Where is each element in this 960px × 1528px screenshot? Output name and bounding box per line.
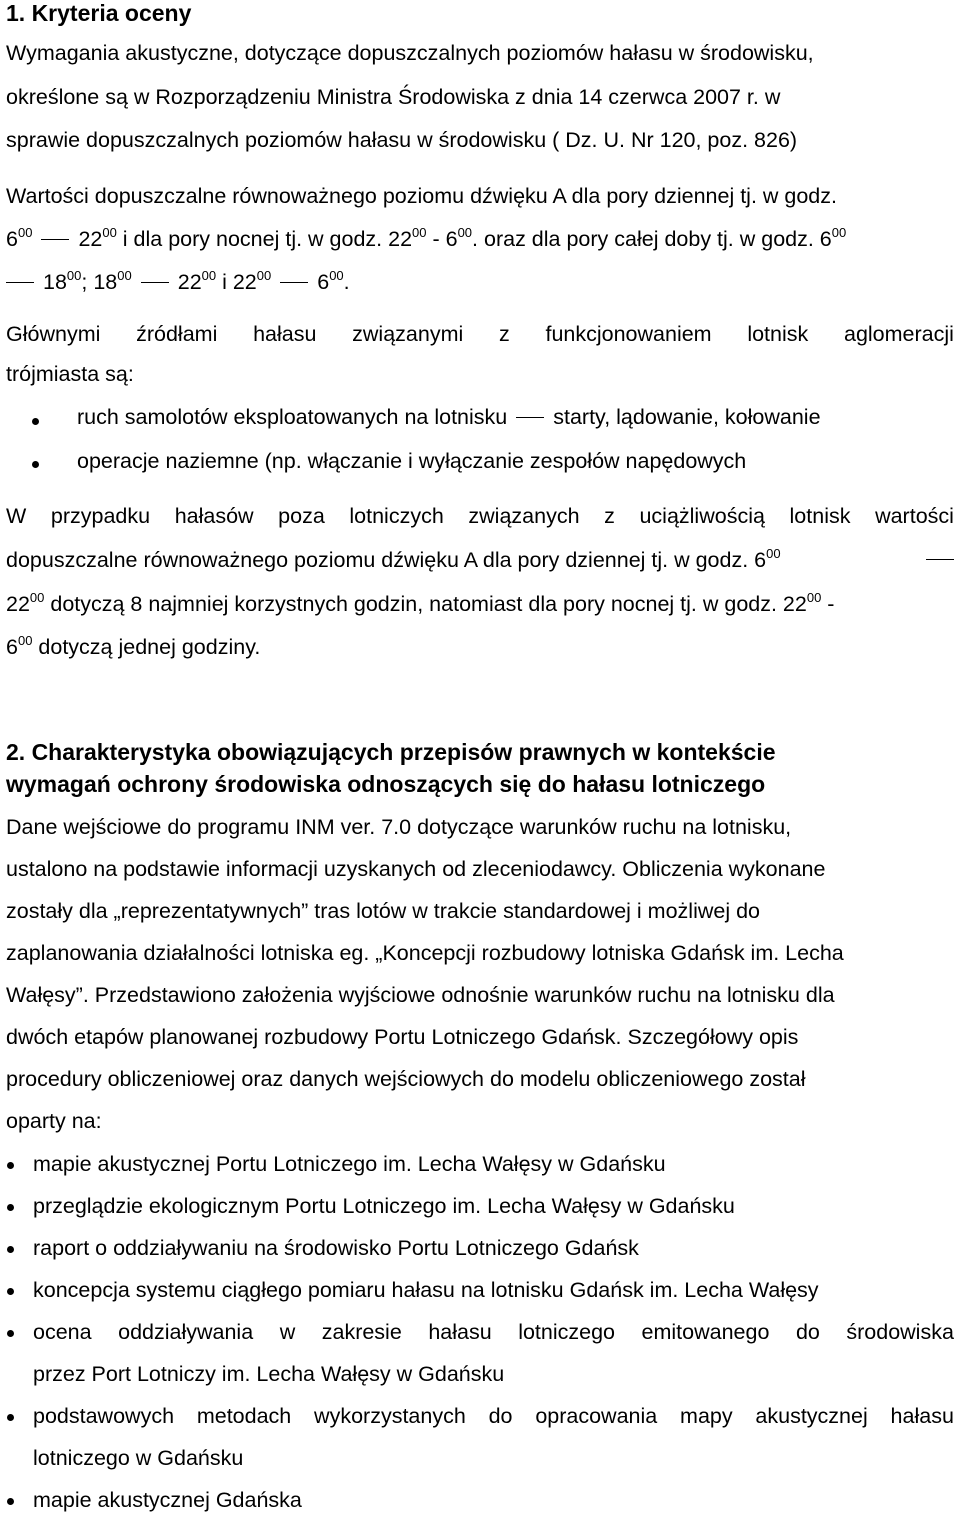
bullet-icon <box>7 1498 14 1505</box>
superscript: 00 <box>457 225 473 240</box>
paragraph-line: procedury obliczeniowej oraz danych wejściowych do modelu obliczeniowego został <box>6 1067 806 1091</box>
word: poza <box>278 504 325 528</box>
time-range-line <box>6 226 954 252</box>
word: emitowanego <box>641 1320 770 1344</box>
list-item-continued: przez Port Lotniczy im. Lecha Wałęsy w Gdańsku <box>33 1362 505 1386</box>
text-span: 6 <box>6 635 18 659</box>
text-span: 18 <box>43 270 67 294</box>
word: z <box>604 504 615 528</box>
superscript: 00 <box>831 225 847 240</box>
superscript: 00 <box>17 225 33 240</box>
text-span: i 22 <box>216 270 257 294</box>
superscript: 00 <box>412 225 427 240</box>
text-span: ; 18 <box>81 270 118 294</box>
bullet-icon <box>7 1204 14 1211</box>
paragraph-line: Dane wejściowe do programu INM ver. 7.0 dotyczące warunków ruchu na lotnisku, <box>6 815 792 839</box>
paragraph-line <box>6 321 954 347</box>
list-item: przeglądzie ekologicznym Portu Lotniczego im. Lecha Wałęsy w Gdańsku <box>33 1194 735 1218</box>
bullet-icon <box>32 418 39 425</box>
list-item: raport o oddziaływaniu na środowisko Portu Lotniczego Gdańsk <box>33 1236 639 1260</box>
word: z <box>499 322 510 346</box>
word: podstawowych <box>33 1404 175 1428</box>
superscript: 00 <box>102 225 117 240</box>
section-heading-1: 1. Kryteria oceny <box>6 0 192 26</box>
superscript: 00 <box>17 633 33 648</box>
superscript: 00 <box>201 268 217 283</box>
word: związanych <box>468 504 580 528</box>
list-item-line <box>33 1403 954 1429</box>
word: hałasu <box>253 322 317 346</box>
paragraph-line: Wałęsy”. Przedstawiono założenia wyjściowe odnośnie warunków ruchu na lotnisku dla <box>6 983 835 1007</box>
word: w <box>279 1320 296 1344</box>
text-span: 6 <box>6 227 18 251</box>
paragraph-line: trójmiasta są: <box>6 362 134 386</box>
list-item-continued: lotniczego w Gdańsku <box>33 1446 244 1470</box>
word: lotnisk <box>789 504 851 528</box>
paragraph-line <box>6 634 954 660</box>
paragraph-line: oparty na: <box>6 1109 102 1133</box>
list-item <box>33 1403 954 1429</box>
text-span: 22 <box>78 227 103 251</box>
superscript: 00 <box>806 590 822 605</box>
word: do <box>795 1320 820 1344</box>
list-item: mapie akustycznej Gdańska <box>33 1488 302 1512</box>
text-span: 22 <box>177 270 202 294</box>
word: przypadku <box>50 504 151 528</box>
word: lotnisk <box>747 322 809 346</box>
text-span: - <box>821 592 835 616</box>
paragraph-line: Wartości dopuszczalne równoważnego poziomu dźwięku A dla pory dziennej tj. w godz. <box>6 184 837 208</box>
word: źródłami <box>136 322 218 346</box>
dash <box>6 282 34 283</box>
bullet-icon <box>7 1246 14 1253</box>
dash <box>926 559 954 560</box>
word: oddziaływania <box>118 1320 254 1344</box>
section-heading-2: 2. Charakterystyka obowiązujących przepisów prawnych w kontekście <box>6 739 776 765</box>
list-item-text: starty, lądowanie, kołowanie <box>553 405 821 429</box>
word: zakresie <box>321 1320 402 1344</box>
text-line: Wymagania akustyczne, dotyczące dopuszczalnych poziomów hałasu w środowisku, <box>6 41 814 65</box>
text-span: dopuszczalne równoważnego poziomu dźwięku A dla pory dziennej tj. w godz. 6 <box>6 548 767 572</box>
bullet-icon <box>7 1330 14 1337</box>
dash <box>141 282 169 283</box>
word: lotniczych <box>349 504 444 528</box>
superscript: 00 <box>766 546 781 561</box>
list-item: operacje naziemne (np. włączanie i wyłączanie zespołów napędowych <box>77 449 747 473</box>
word: ocena <box>33 1320 92 1344</box>
word: środowiska <box>846 1320 954 1344</box>
word: opracowania <box>535 1404 658 1428</box>
word: hałasów <box>174 504 254 528</box>
text-span: . <box>343 270 350 294</box>
text-span: . oraz dla pory całej doby tj. w godz. 6 <box>472 227 832 251</box>
word: do <box>488 1404 513 1428</box>
bullet-icon <box>7 1288 14 1295</box>
word: metodach <box>196 1404 292 1428</box>
list-item: mapie akustycznej Portu Lotniczego im. Lecha Wałęsy w Gdańsku <box>33 1152 666 1176</box>
text-span: - 6 <box>426 227 458 251</box>
list-item-line <box>33 1319 954 1345</box>
word: wartości <box>875 504 954 528</box>
dash <box>516 417 544 418</box>
word: aglomeracji <box>843 322 954 346</box>
word: związanymi <box>352 322 464 346</box>
bullet-icon <box>32 461 39 468</box>
paragraph-line: sprawie dopuszczalnych poziomów hałasu w środowisku ( Dz. U. Nr 120, poz. 826) <box>6 128 798 152</box>
superscript: 00 <box>117 268 132 283</box>
word: wykorzystanych <box>314 1404 466 1428</box>
paragraph-line <box>6 547 954 573</box>
word: uciążliwością <box>639 504 765 528</box>
superscript: 00 <box>329 268 344 283</box>
paragraph-line: zaplanowania działalności lotniska eg. „Koncepcji rozbudowy lotniska Gdańsk im. Lecha <box>6 941 844 965</box>
word: funkcjonowaniem <box>545 322 712 346</box>
list-item: koncepcja systemu ciągłego pomiaru hałasu na lotnisku Gdańsk im. Lecha Wałęsy <box>33 1278 819 1302</box>
bullet-icon <box>7 1414 14 1421</box>
list-item <box>33 1319 954 1345</box>
section-heading-2-continued: wymagań ochrony środowiska odnoszących się do hałasu lotniczego <box>6 771 766 797</box>
word: hałasu <box>428 1320 492 1344</box>
superscript: 00 <box>256 268 272 283</box>
list-item <box>77 404 821 430</box>
superscript: 00 <box>66 268 82 283</box>
paragraph-line <box>6 591 954 617</box>
bullet-icon <box>7 1162 14 1169</box>
dash <box>41 239 69 240</box>
word: mapy <box>680 1404 733 1428</box>
text-span: dotyczą jednej godziny. <box>32 635 261 659</box>
text-span: dotyczą 8 najmniej korzystnych godzin, natomiast dla pory nocnej tj. w godz. 22 <box>44 592 807 616</box>
word: akustycznej <box>755 1404 868 1428</box>
text-span: 22 <box>6 592 30 616</box>
superscript: 00 <box>29 590 45 605</box>
text-span: i dla pory nocnej tj. w godz. 22 <box>116 227 413 251</box>
paragraph-line <box>6 503 954 529</box>
word: Głównymi <box>6 322 101 346</box>
paragraph-line: dwóch etapów planowanej rozbudowy Portu Lotniczego Gdańsk. Szczegółowy opis <box>6 1025 799 1049</box>
paragraph-line: zostały dla „reprezentatywnych” tras lotów w trakcie standardowej i możliwej do <box>6 899 761 923</box>
dash <box>280 282 308 283</box>
paragraph-line: określone są w Rozporządzeniu Ministra Środowiska z dnia 14 czerwca 2007 r. w <box>6 85 781 109</box>
word: lotniczego <box>518 1320 616 1344</box>
word: W <box>6 504 27 528</box>
paragraph-line: ustalono na podstawie informacji uzyskanych od zleceniodawcy. Obliczenia wykonane <box>6 857 826 881</box>
text-span: 6 <box>317 270 330 294</box>
paragraph-line <box>6 40 954 66</box>
time-range-line <box>6 269 954 295</box>
word: hałasu <box>890 1404 954 1428</box>
list-item-text: ruch samolotów eksploatowanych na lotnisku <box>77 405 508 429</box>
